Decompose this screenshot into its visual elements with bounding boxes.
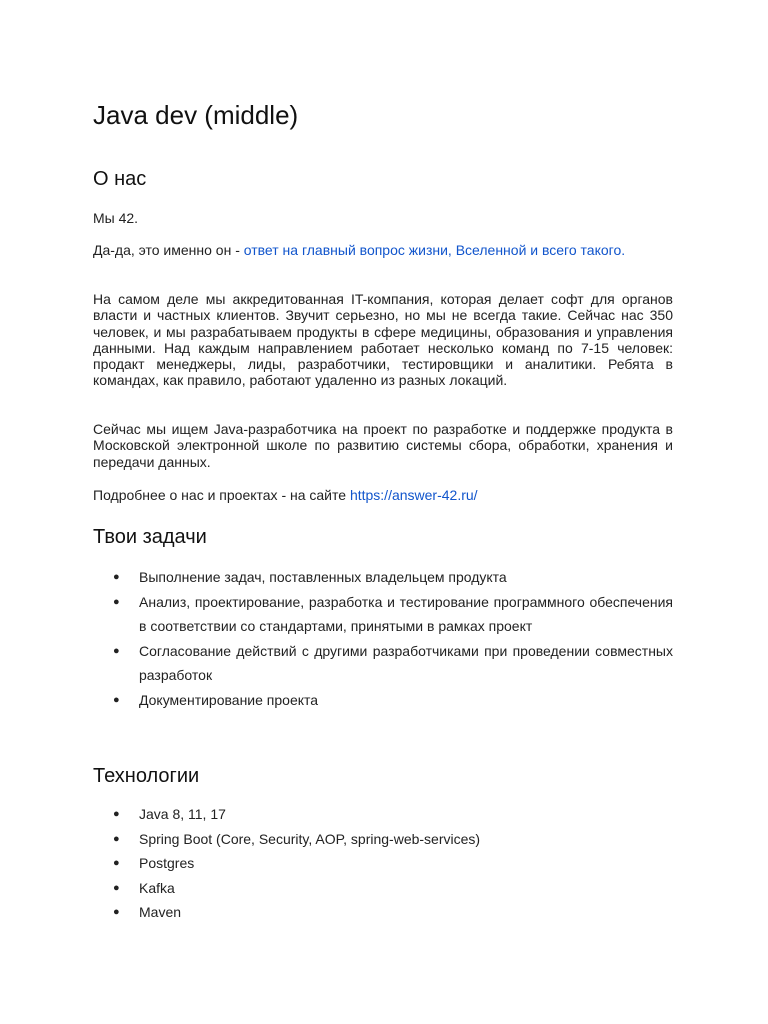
list-item-text: Kafka <box>139 879 175 896</box>
list-item-text: Spring Boot (Core, Security, AOP, spring-web-services) <box>139 830 481 847</box>
list-item <box>93 565 673 590</box>
bullet-icon: ● <box>113 644 120 657</box>
about-paragraph-5 <box>93 487 673 503</box>
about-paragraph-1: Мы 42. <box>93 210 139 226</box>
list-item <box>93 590 673 639</box>
bullet-icon: ● <box>113 693 120 706</box>
bullet-icon: ● <box>113 857 120 869</box>
list-item-text: Postgres <box>139 855 195 871</box>
about-heading: О нас <box>93 168 147 190</box>
bullet-icon: ● <box>113 595 120 608</box>
bullet-icon: ● <box>113 881 120 894</box>
website-link[interactable]: https://answer-42.ru/ <box>349 487 478 503</box>
list-item-text: Java 8, 11, 17 <box>139 806 226 822</box>
bullet-icon: ● <box>113 808 120 820</box>
tasks-heading: Твои задачи <box>93 526 207 548</box>
list-item-text: Maven <box>139 904 182 920</box>
bullet-icon: ● <box>113 832 120 845</box>
list-item-text: Выполнение задач, поставленных владельцем продукта <box>139 569 507 585</box>
tasks-list <box>93 565 673 712</box>
list-item-text: Согласование действий с другими разработчиками при проведении совместных разработок <box>139 642 673 683</box>
list-item <box>93 900 673 925</box>
bullet-icon: ● <box>113 906 120 918</box>
list-item <box>93 639 673 688</box>
about-paragraph-4: Сейчас мы ищем Java-разработчика на проект по разработке и поддержке продукта в Московской электронной школе по развитию системы сбора, обработки, хранения и передачи данных. <box>93 421 673 470</box>
list-item <box>93 876 673 901</box>
about-paragraph-2-text: Да-да, это именно он - <box>93 242 244 258</box>
list-item <box>93 688 673 713</box>
page-title: Java dev (middle) <box>93 100 299 130</box>
about-paragraph-3: На самом деле мы аккредитованная IT-компания, которая делает софт для органов власти и частных клиентов. Звучит серьезно, но мы не всегда такие. Сейчас нас 350 человек, и мы разрабатываем продукты в сфере медицины, образования и управления данными. Над каждым направлением работает несколько команд по 7-15 человек: продакт менеджеры, лиды, разработчики, тестировщики и аналитики. Ребята в командах, как правило, работают удаленно из разных локаций. <box>93 291 673 389</box>
answer-link[interactable]: ответ на главный вопрос жизни, Вселенной и всего такого. <box>243 242 626 258</box>
list-item <box>93 802 673 827</box>
tech-heading: Технологии <box>93 765 200 787</box>
list-item <box>93 827 673 852</box>
about-paragraph-2 <box>93 242 673 258</box>
about-paragraph-5-text: Подробнее о нас и проектах - на сайте <box>93 487 350 503</box>
list-item <box>93 851 673 876</box>
bullet-icon: ● <box>113 571 120 583</box>
list-item-text: Документирование проекта <box>139 691 319 708</box>
list-item-text: Анализ, проектирование, разработка и тестирование программного обеспечения в соответствии со стандартами, принятыми в рамках проект <box>139 593 673 634</box>
tech-list <box>93 802 673 925</box>
